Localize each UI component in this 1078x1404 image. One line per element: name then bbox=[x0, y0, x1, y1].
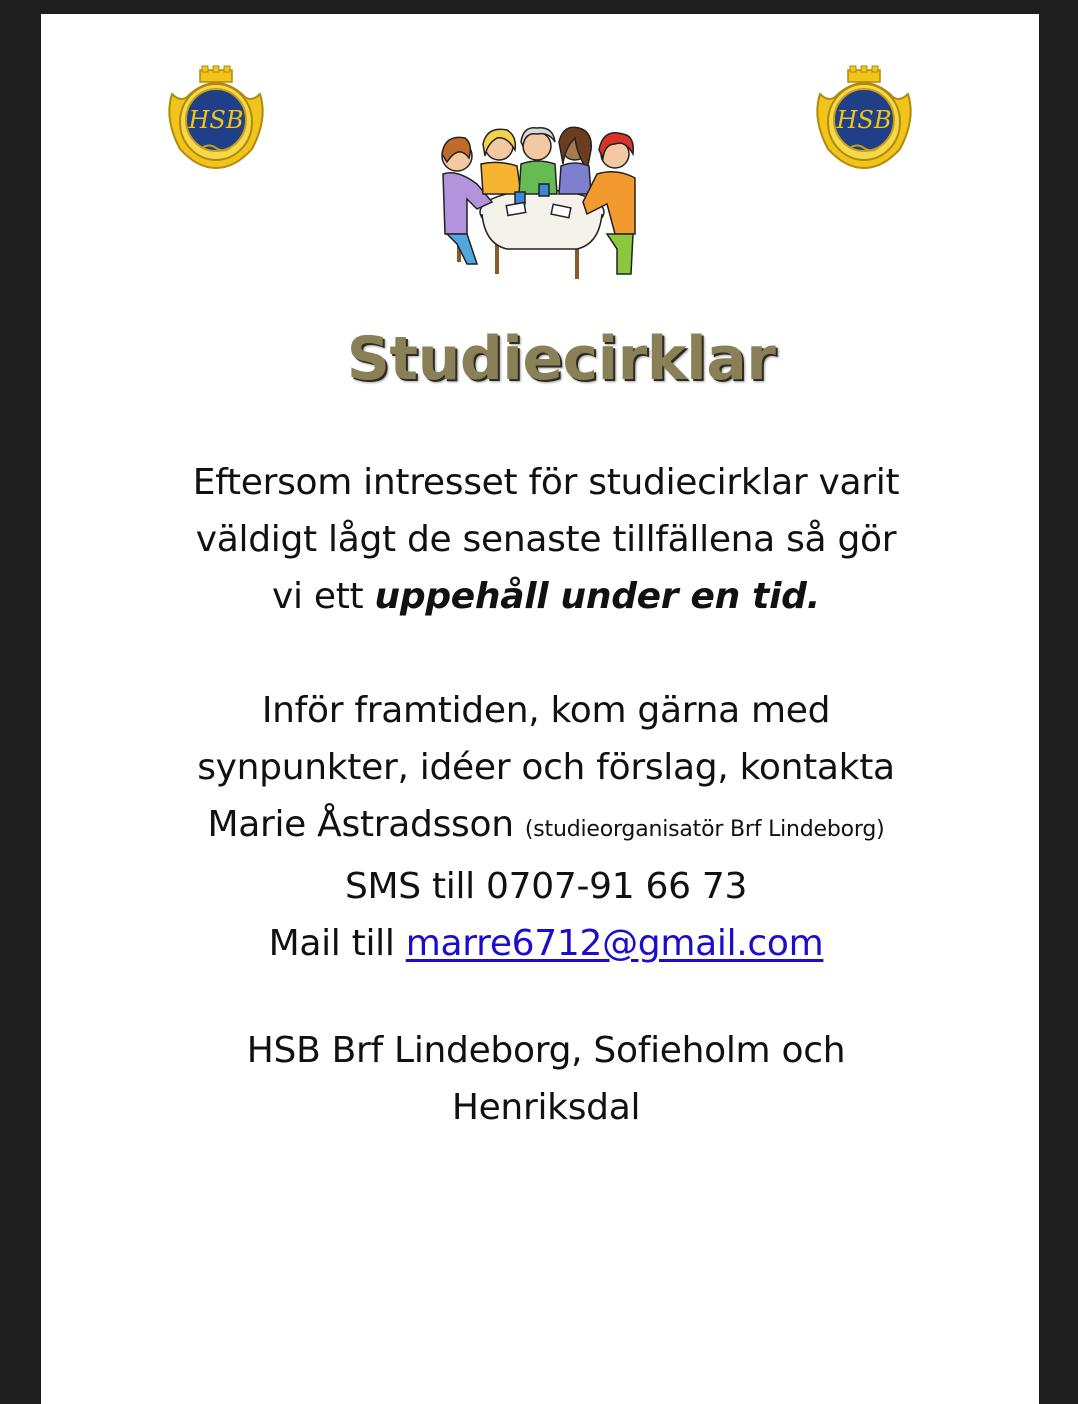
mail-line bbox=[41, 915, 1051, 972]
contact-line bbox=[41, 796, 1051, 858]
mail-prefix: Mail till bbox=[268, 923, 406, 964]
announcement-paragraph bbox=[41, 454, 1051, 625]
text-line bbox=[41, 568, 1051, 625]
contact-name: Marie Åstradsson bbox=[207, 804, 514, 845]
contact-role: (studieorganisatör Brf Lindeborg) bbox=[524, 817, 885, 842]
text-line: väldigt lågt de senaste tillfällena så gör bbox=[195, 519, 897, 560]
hsb-logo-text: HSB bbox=[188, 106, 244, 134]
study-circle-illustration bbox=[437, 114, 647, 284]
hsb-logo-left bbox=[162, 64, 270, 170]
text-line: Eftersom intresset för studiecirklar varit bbox=[192, 462, 900, 503]
hsb-logo-text: HSB bbox=[836, 106, 892, 134]
page-title: Studiecirklar bbox=[346, 324, 776, 394]
text-line: HSB Brf Lindeborg, Sofieholm och bbox=[246, 1030, 846, 1071]
sms-line: SMS till 0707-91 66 73 bbox=[344, 866, 748, 907]
contact-paragraph bbox=[41, 682, 1051, 972]
document-page bbox=[41, 14, 1039, 1404]
organization-footer bbox=[41, 1022, 1051, 1136]
emphasis-text: uppehåll under en tid. bbox=[374, 576, 820, 617]
hsb-logo-right bbox=[810, 64, 918, 170]
text-line: Henriksdal bbox=[451, 1087, 641, 1128]
text-fragment: vi ett bbox=[272, 576, 375, 617]
text-line: synpunkter, idéer och förslag, kontakta bbox=[197, 747, 895, 788]
email-link[interactable]: marre6712@gmail.com bbox=[405, 923, 824, 964]
study-circle-people-at-table-icon bbox=[442, 127, 635, 279]
text-line: Inför framtiden, kom gärna med bbox=[261, 690, 831, 731]
